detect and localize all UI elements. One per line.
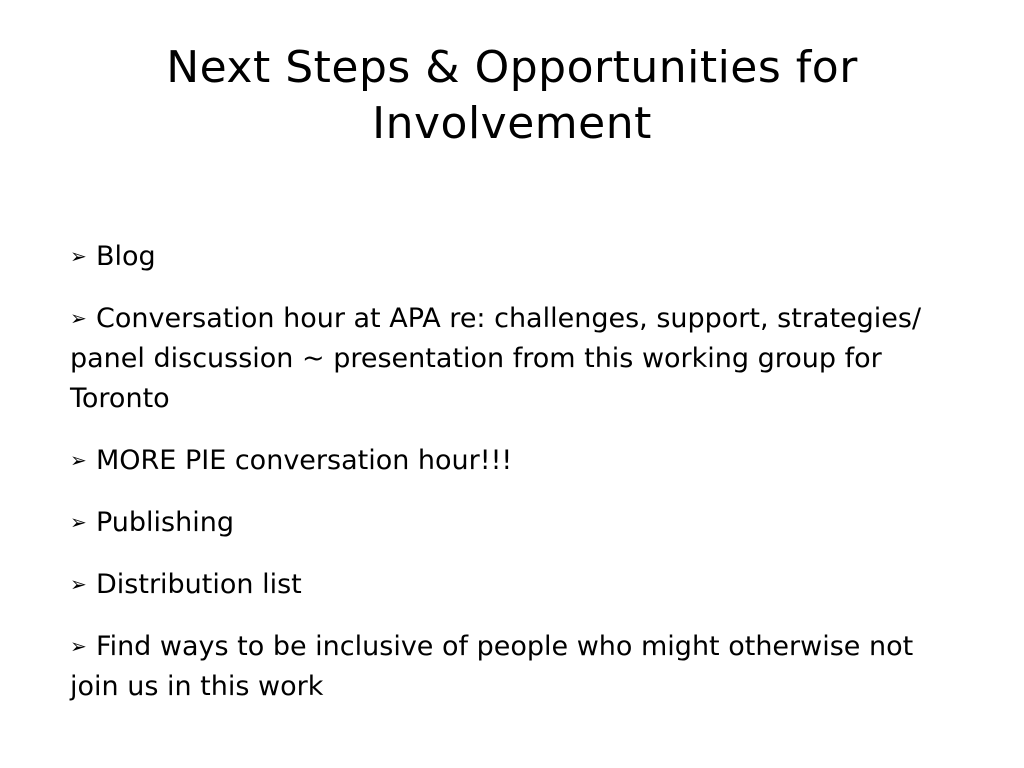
- list-item-text: Publishing: [96, 507, 234, 538]
- arrow-bullet-icon: ➢: [70, 306, 87, 330]
- arrow-bullet-icon: ➢: [70, 244, 87, 268]
- slide-title: Next Steps & Opportunities for Involvement: [166, 42, 858, 149]
- list-item-text: Distribution list: [96, 569, 302, 600]
- list-item: [70, 564, 950, 605]
- list-item-text: Find ways to be inclusive of people who might otherwise not join us in this work: [70, 631, 914, 702]
- arrow-bullet-icon: ➢: [70, 572, 87, 596]
- list-item: [70, 626, 950, 707]
- bullet-list: [70, 236, 950, 728]
- list-item: [70, 502, 950, 543]
- arrow-bullet-icon: ➢: [70, 634, 87, 658]
- list-item-text: Conversation hour at APA re: challenges, support, strategies/ panel discussion ~ presentation from this working group for Toronto: [70, 303, 922, 414]
- arrow-bullet-icon: ➢: [70, 448, 87, 472]
- list-item: [70, 236, 950, 277]
- list-item: [70, 298, 950, 419]
- list-item-text: MORE PIE conversation hour!!!: [96, 445, 513, 476]
- list-item: [70, 440, 950, 481]
- arrow-bullet-icon: ➢: [70, 510, 87, 534]
- list-item-text: Blog: [96, 241, 156, 272]
